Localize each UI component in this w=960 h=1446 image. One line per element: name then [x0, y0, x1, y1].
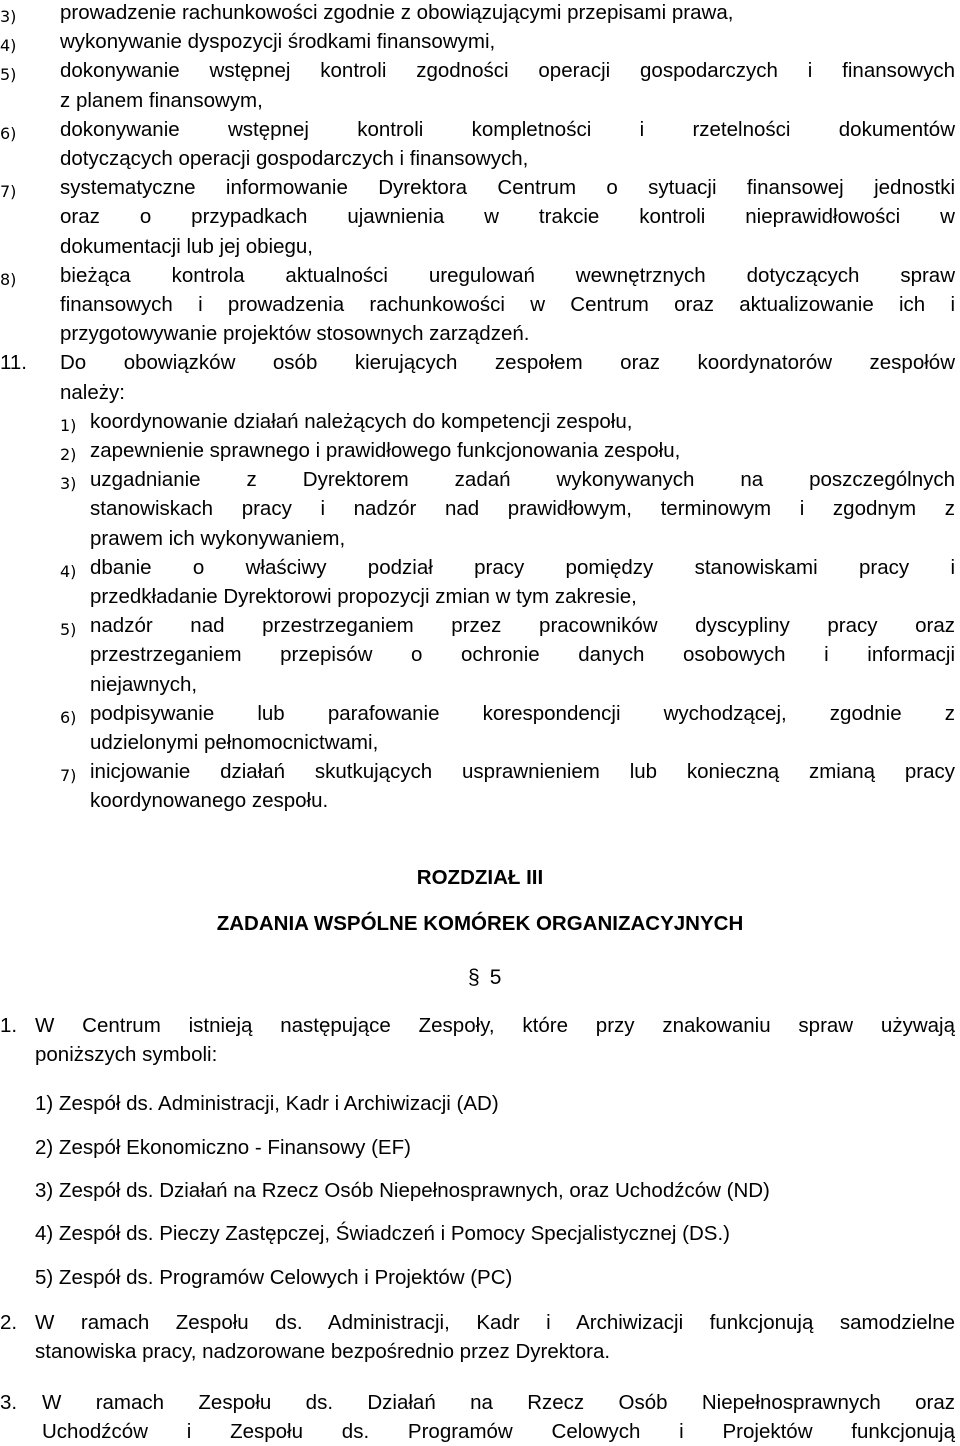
point-11-text — [0, 348, 955, 406]
section-sign: § — [468, 966, 480, 989]
list-a-item-line: dokonywanie wstępnej kontroli kompletności i rzetelności dokumentów — [60, 117, 955, 141]
p2-text — [0, 1308, 955, 1366]
list-b-item-line: przedkładanie Dyrektorowi propozycji zmian w tym zakresie, — [90, 584, 637, 608]
list-a-item-line: bieżąca kontrola aktualności uregulowań wewnętrznych dotyczących spraw — [60, 263, 955, 287]
list-b-item-number: 4) — [60, 561, 77, 581]
list-a-item-line: przygotowywanie projektów stosownych zarządzeń. — [60, 322, 530, 346]
list-a-item-line: oraz o przypadkach ujawnienia w trakcie kontroli nieprawidłowości w — [60, 205, 955, 229]
p3-text-line: Uchodźców i Zespołu ds. Programów Celowych i Projektów funkcjonują — [42, 1420, 955, 1444]
list-a-item — [0, 261, 955, 349]
list-a-item-number: 8) — [0, 269, 17, 289]
team-item: 3) Zespół ds. Działań na Rzecz Osób Niepełnosprawnych, oraz Uchodźców (ND) — [35, 1179, 770, 1202]
list-a-item — [0, 115, 955, 173]
list-a-item-line: prowadzenie rachunkowości zgodnie z obowiązującymi przepisami prawa, — [60, 1, 734, 24]
p3-text-number: 3. — [0, 1391, 18, 1414]
p3-text — [0, 1388, 955, 1446]
list-a-item-line: dokumentacji lub jej obiegu, — [60, 234, 313, 258]
p1-text — [0, 1011, 955, 1069]
list-a-item-line: systematyczne informowanie Dyrektora Centrum o sytuacji finansowej jednostki — [60, 176, 955, 200]
list-b-item-line: koordynowanego zespołu. — [90, 789, 329, 813]
list-a-item-number: 3) — [0, 7, 17, 26]
p1-text-line: poniższych symboli: — [35, 1043, 218, 1067]
list-a-item — [0, 56, 955, 114]
team-item: 4) Zespół ds. Pieczy Zastępczej, Świadczeń i Pomocy Specjalistycznej (DS.) — [35, 1222, 730, 1245]
list-b-item-line: inicjowanie działań skutkujących usprawnieniem lub konieczną zmianą pracy — [90, 760, 955, 784]
list-a-item — [0, 173, 955, 261]
chapter-title: ZADANIA WSPÓLNE KOMÓREK ORGANIZACYJNYCH — [216, 912, 744, 935]
list-b-item-line: udzielonymi pełnomocnictwami, — [90, 730, 379, 754]
list-a-item — [0, 27, 955, 56]
list-b-item — [60, 757, 955, 815]
list-a-item-number: 7) — [0, 182, 17, 202]
list-a-item-number: 4) — [0, 36, 17, 56]
list-a-item-line: z planem finansowym, — [60, 88, 263, 112]
list-b-item — [60, 553, 955, 611]
list-a-item-line: wykonywanie dyspozycji środkami finansowymi, — [60, 30, 496, 54]
point-11-text-line: Do obowiązków osób kierujących zespołem oraz koordynatorów zespołów — [60, 351, 955, 375]
list-b-item-number: 7) — [60, 766, 77, 786]
point-11-text-number: 11. — [0, 351, 27, 375]
list-b-item — [60, 611, 955, 699]
list-b-item — [60, 465, 955, 553]
list-b-item-line: dbanie o właściwy podział pracy pomiędzy stanowiskami pracy i — [90, 555, 955, 579]
point-11-text-line: należy: — [60, 380, 125, 404]
list-a-item-number: 6) — [0, 123, 17, 143]
list-b-item-line: nadzór nad przestrzeganiem przez pracowników dyscypliny pracy oraz — [90, 614, 955, 638]
team-item: 5) Zespół ds. Programów Celowych i Projektów (PC) — [35, 1266, 513, 1289]
p1-text-number: 1. — [0, 1014, 18, 1037]
list-a-item-line: finansowych i prowadzenia rachunkowości w Centrum oraz aktualizowanie ich i — [60, 292, 955, 316]
list-b-item-number: 6) — [60, 707, 77, 727]
list-b-item-line: uzgadnianie z Dyrektorem zadań wykonywanych na poszczególnych — [90, 468, 955, 492]
p3-text-line: W ramach Zespołu ds. Działań na Rzecz Osób Niepełnosprawnych oraz — [42, 1391, 955, 1414]
p2-text-number: 2. — [0, 1311, 18, 1334]
p2-text-line: stanowiska pracy, nadzorowane bezpośrednio przez Dyrektora. — [35, 1340, 611, 1364]
section-value: 5 — [489, 966, 502, 989]
list-a-item — [0, 0, 955, 27]
list-b-item-line: zapewnienie sprawnego i prawidłowego funkcjonowania zespołu, — [90, 439, 681, 462]
p2-text-line: W ramach Zespołu ds. Administracji, Kadr i Archiwizacji funkcjonują samodzielne — [35, 1311, 955, 1334]
list-b-item-line: niejawnych, — [90, 672, 198, 696]
list-b-item-number: 5) — [60, 620, 77, 640]
chapter-heading: ROZDZIAŁ III — [416, 866, 544, 889]
list-b-item-number: 1) — [60, 415, 77, 435]
list-b-item-line: podpisywanie lub parafowanie korespondencji wychodzącej, zgodnie z — [90, 701, 955, 725]
list-a-item-line: dotyczących operacji gospodarczych i finansowych, — [60, 146, 529, 170]
list-b-item-line: stanowiskach pracy i nadzór nad prawidłowym, terminowym i zgodnym z — [90, 497, 955, 521]
team-item: 2) Zespół Ekonomiczno - Finansowy (EF) — [35, 1136, 411, 1159]
team-item: 1) Zespół ds. Administracji, Kadr i Archiwizacji (AD) — [35, 1092, 499, 1115]
p1-text-line: W Centrum istnieją następujące Zespoły, które przy znakowaniu spraw używają — [35, 1014, 955, 1037]
list-b-item-number: 3) — [60, 474, 77, 494]
section-number — [460, 962, 501, 993]
list-b-item — [60, 436, 955, 465]
list-b-item-line: koordynowanie działań należących do kompetencji zespołu, — [90, 409, 633, 433]
list-a-item-line: dokonywanie wstępnej kontroli zgodności operacji gospodarczych i finansowych — [60, 59, 955, 83]
list-b-item-number: 2) — [60, 445, 77, 464]
list-a-item-number: 5) — [0, 65, 17, 85]
list-b-item — [60, 407, 955, 436]
list-b-item — [60, 699, 955, 757]
list-b-item-line: przestrzeganiem przepisów o ochronie danych osobowych i informacji — [90, 643, 955, 667]
list-b-item-line: prawem ich wykonywaniem, — [90, 526, 346, 550]
